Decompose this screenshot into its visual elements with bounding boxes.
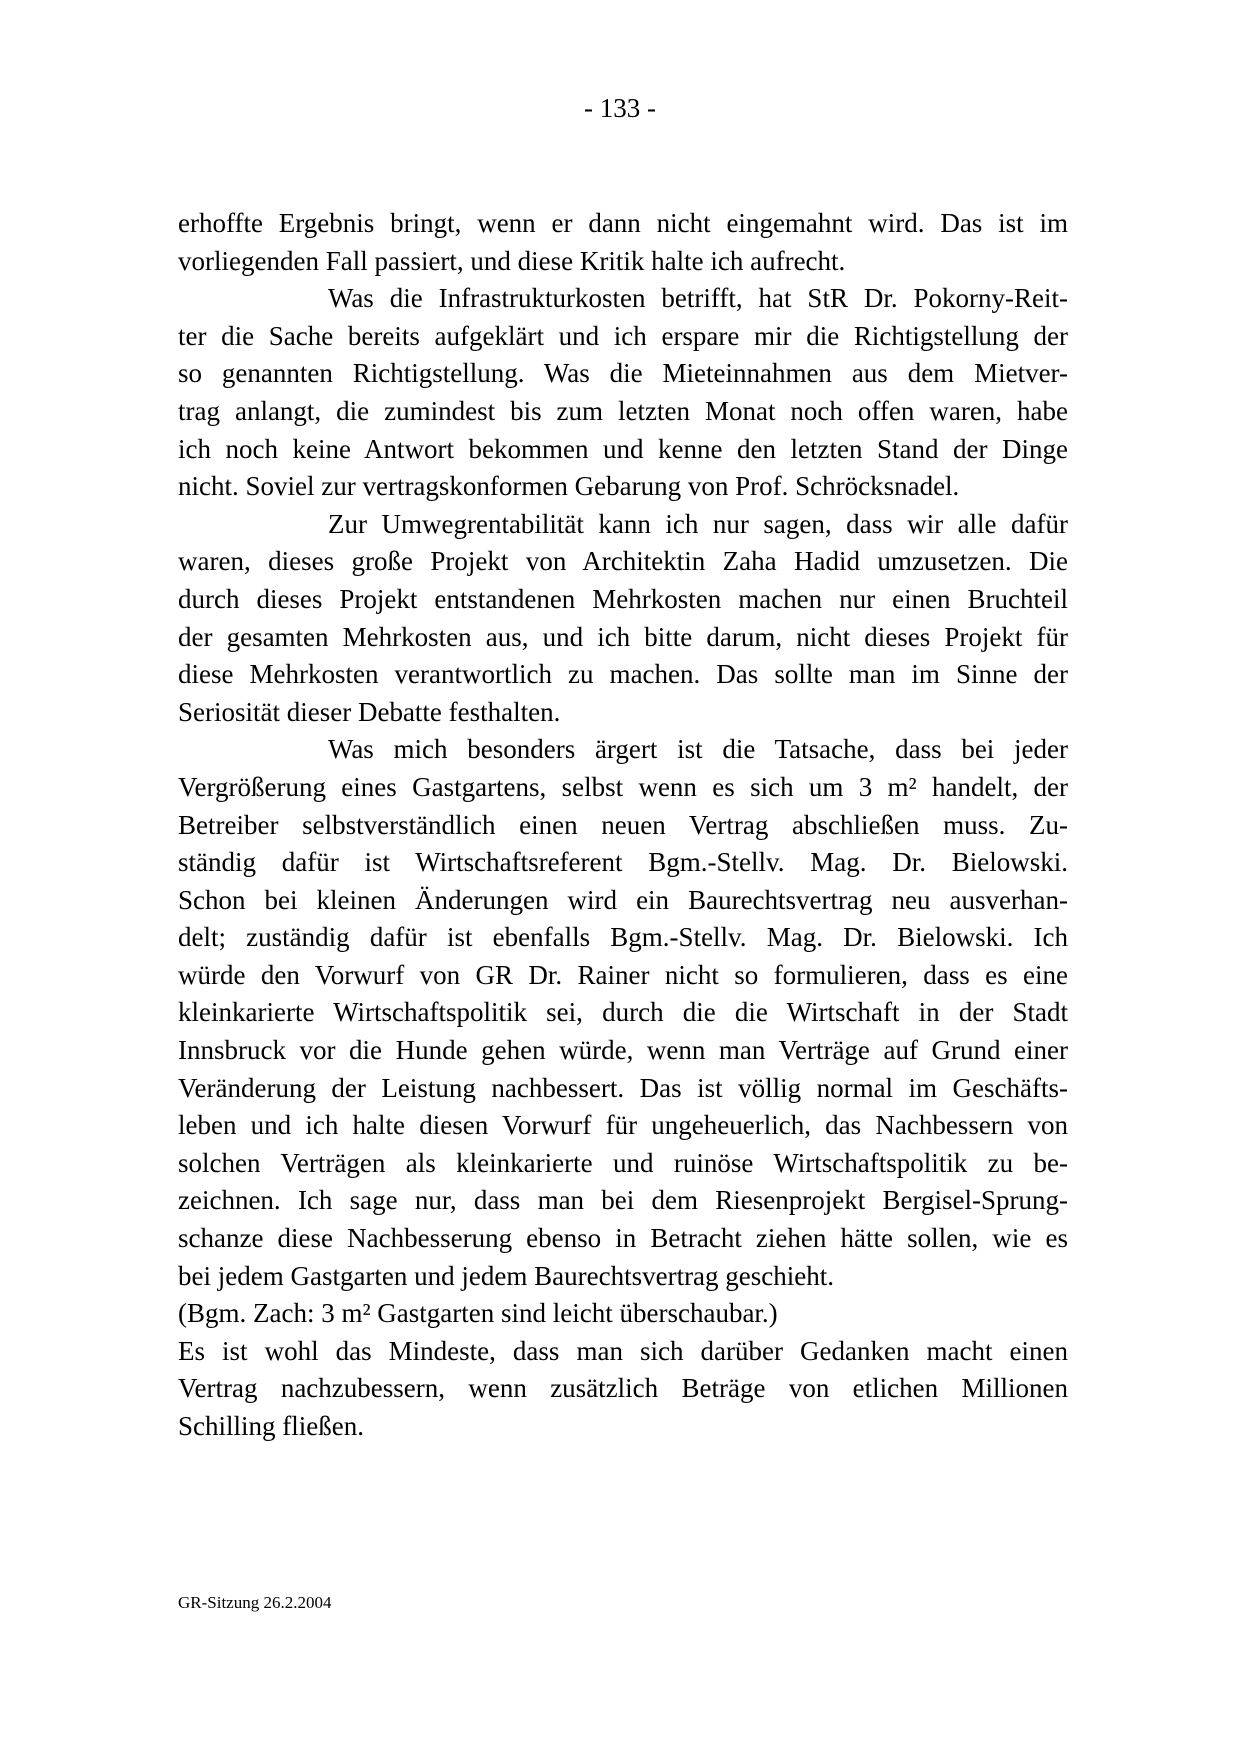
text-line: kleinkarierte Wirtschaftspolitik sei, durch die die Wirtschaft in der Stadt bbox=[178, 997, 1068, 1028]
text-line: würde den Vorwurf von GR Dr. Rainer nicht so formulieren, dass es eine bbox=[178, 959, 1068, 990]
paragraph bbox=[178, 1333, 1068, 1446]
text-line: Seriosität dieser Debatte festhalten. bbox=[178, 696, 561, 727]
text-line: Zur Umwegrentabilität kann ich nur sagen, dass wir alle dafür bbox=[328, 508, 1068, 539]
text-line: solchen Verträgen als kleinkarierte und ruinöse Wirtschaftspolitik zu be- bbox=[178, 1147, 1068, 1178]
text-line: zeichnen. Ich sage nur, dass man bei dem Riesenprojekt Bergisel-Sprung- bbox=[178, 1185, 1068, 1216]
text-line: schanze diese Nachbesserung ebenso in Betracht ziehen hätte sollen, wie es bbox=[178, 1223, 1068, 1254]
text-line: (Bgm. Zach: 3 m² Gastgarten sind leicht überschaubar.) bbox=[178, 1298, 778, 1329]
text-line: der gesamten Mehrkosten aus, und ich bitte darum, nicht dieses Projekt für bbox=[178, 621, 1068, 652]
text-line: Was die Infrastrukturkosten betrifft, hat StR Dr. Pokorny-Reit- bbox=[328, 283, 1068, 314]
text-line: Schilling fließen. bbox=[178, 1411, 364, 1441]
footer-session-label: GR-Sitzung 26.2.2004 bbox=[178, 1593, 332, 1612]
text-line: erhoffte Ergebnis bringt, wenn er dann nicht eingemahnt wird. Das ist im bbox=[178, 208, 1068, 238]
text-line: so genannten Richtigstellung. Was die Mieteinnahmen aus dem Mietver- bbox=[178, 358, 1068, 389]
text-line: Vergrößerung eines Gastgartens, selbst wenn es sich um 3 m² handelt, der bbox=[178, 771, 1068, 802]
paragraph bbox=[178, 280, 1068, 506]
text-line: nicht. Soviel zur vertragskonformen Gebarung von Prof. Schröcksnadel. bbox=[178, 471, 960, 502]
text-line: Betreiber selbstverständlich einen neuen Vertrag abschließen muss. Zu- bbox=[178, 809, 1068, 840]
document-body bbox=[178, 205, 1068, 1446]
paragraph bbox=[178, 506, 1068, 732]
text-line: ich noch keine Antwort bekommen und kenne den letzten Stand der Dinge bbox=[178, 433, 1068, 464]
paragraph bbox=[178, 1295, 1068, 1333]
text-line: bei jedem Gastgarten und jedem Baurechtsvertrag geschieht. bbox=[178, 1260, 835, 1291]
text-line: trag anlangt, die zumindest bis zum letzten Monat noch offen waren, habe bbox=[178, 395, 1068, 426]
text-line: durch dieses Projekt entstandenen Mehrkosten machen nur einen Bruchteil bbox=[178, 583, 1068, 614]
text-line: Schon bei kleinen Änderungen wird ein Baurechtsvertrag neu ausverhan- bbox=[178, 884, 1068, 915]
page-number: - 133 - bbox=[584, 93, 656, 123]
paragraph bbox=[178, 731, 1068, 1295]
paragraph bbox=[178, 205, 1068, 280]
text-line: Was mich besonders ärgert ist die Tatsache, dass bei jeder bbox=[328, 734, 1068, 765]
text-line: waren, dieses große Projekt von Architektin Zaha Hadid umzusetzen. Die bbox=[178, 546, 1068, 577]
text-line: Es ist wohl das Mindeste, dass man sich darüber Gedanken macht einen bbox=[178, 1335, 1068, 1366]
text-line: vorliegenden Fall passiert, und diese Kritik halte ich aufrecht. bbox=[178, 245, 846, 276]
text-line: diese Mehrkosten verantwortlich zu machen. Das sollte man im Sinne der bbox=[178, 659, 1068, 690]
text-line: ständig dafür ist Wirtschaftsreferent Bgm.-Stellv. Mag. Dr. Bielowski. bbox=[178, 847, 1068, 878]
text-line: Innsbruck vor die Hunde gehen würde, wenn man Verträge auf Grund einer bbox=[178, 1035, 1068, 1066]
text-line: delt; zuständig dafür ist ebenfalls Bgm.-Stellv. Mag. Dr. Bielowski. Ich bbox=[178, 922, 1068, 953]
text-line: leben und ich halte diesen Vorwurf für ungeheuerlich, das Nachbessern von bbox=[178, 1110, 1068, 1141]
text-line: Vertrag nachzubessern, wenn zusätzlich Beträge von etlichen Millionen bbox=[178, 1373, 1068, 1404]
text-line: Veränderung der Leistung nachbessert. Das ist völlig normal im Geschäfts- bbox=[178, 1072, 1068, 1103]
text-line: ter die Sache bereits aufgeklärt und ich erspare mir die Richtigstellung der bbox=[178, 320, 1068, 351]
